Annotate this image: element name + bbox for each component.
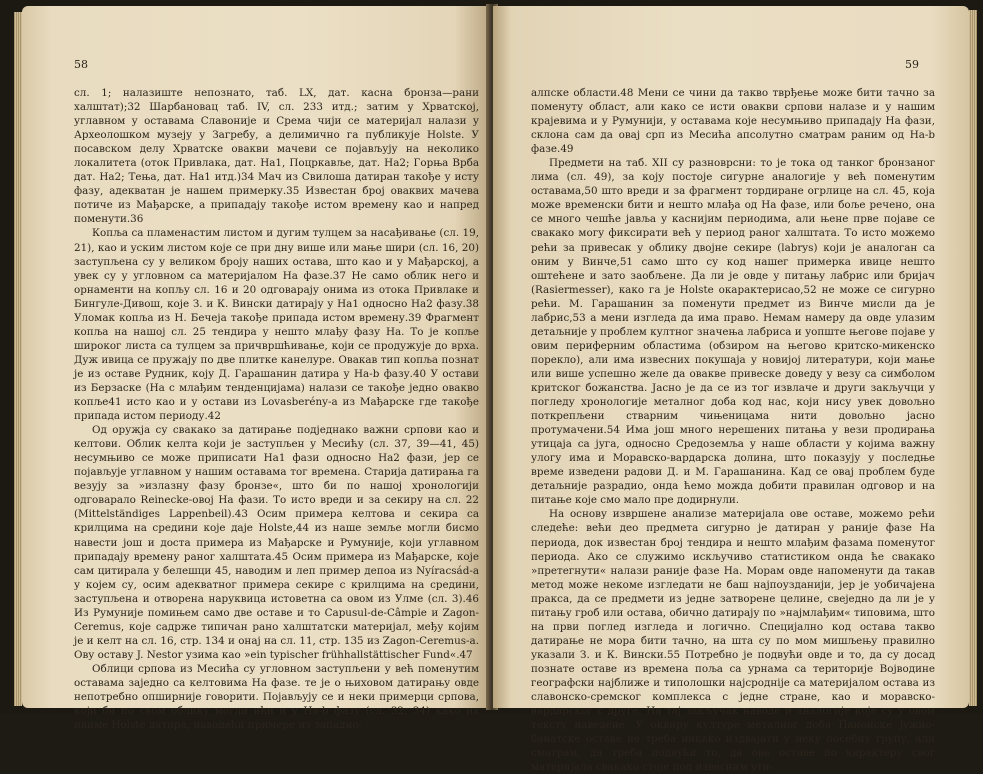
right-page-text — [531, 86, 935, 774]
right-page-number: 59 — [905, 58, 919, 71]
right-paragraph-1: алпске области.48 Мени се чини да такво тврђење може бити тачно за поменуту област, али како се исти овакви српови налазе и у нашим крајевима и у Румунији, у оставама које несумњиво припадају На фази, склона сам да овај срп из Месића апсолутно сматрам раним од Ha-b фазе.49 — [531, 87, 935, 156]
right-page-edges — [969, 10, 977, 706]
left-paragraph-3: Од оружја су свакако за датирање подједнако важни српови као и келтови. Облик келта који је заступљен у Месићу (сл. 37, 39—41, 45) несумњиво се може приписати Ha1 фази односно Ha2 фази, јер се појављује углавном у нашим оставама тог времена. Старија датирања га везују за »излазну фазу бронзе«, што би по нашој хронологији одговарало Reinecke-овој На фази. То исто вреди и за секиру на сл. 22 (Mittelständiges Lappenbeil).43 Осим примера келтова и секира са крилцима на средини које даје Holste,44 из наше земље могли бисмо навести још и доста примера из Мађарске и Румуније, који углавном припадају времену раног халштата.45 Осим примера из Мађарске, које сам цитирала у белешци 45, наводим и леп пример депоа из Nyíracsád-а у којем су, осим адекватног примера секире с крилцима на средини, заступљена и отворена наруквица истоветна са овом из Улме (сл. 3).46 Из Румуније помињем само две оставе и то Capusul-de-Câmpie и Zagon-Ceremus, које садрже типичан рано халштатски материјал, међу којим је и келт на сл. 16, стр. 134 и онај на сл. 11, стр. 135 из Zagon-Ceremus-а. Ову оставу J. Nestor узима као »ein typischer frühhallstättischer Fund«.47 — [74, 424, 479, 661]
right-paragraph-3: На основу извршене анализе материјала ове оставе, можемо рећи следеће: већи део предмета сигурно је датиран у раније фазе На периода, док известан број тендира и нешто млађим фазама поменутог периода. Ако се служимо искључиво статистиком онда ће свакако »претегнути« налази раније фазе На. Морам овде напоменути да такав метод може некоме изгледати не баш најпоузданији, јер је уобичајена пракса, да се предмети из једне затворене целине, свеједно да ли је у питању гроб или остава, обично датирају по »најмлађим« типовима, што на први поглед изгледа и логично. Специјално код остава такво датирање не мора бити тачно, на шта су по мом мишљењу правилно указали З. и К. Вински.55 Потребно је подвући овде и то, да су досад познате оставе из времена поља са урнама са територије Војводине географски најближе и типолошки најсроднije са материјалом остава из славонско-сремског комплекса с једне стране, као и моравско-вардарског с друге. На тај закључак наводе и аналогије које су у овом тексту наведене. У оквиру културе металног доба Панонске јужно-банатске оставе не треба никако издвајати у неку посебну групу, али сматрам, да треба подвући то, да ове оставе по карактеру свог материјала свакако стоје под извесним ути- — [531, 508, 935, 774]
left-paragraph-4: Облици српова из Месића су угловном заступљени у већ поменутим оставама заједно са келтовима На фазе. те је о њиховом датирању овде непотребно опширније говорити. Појављују се и неки примерци српова, који би по свом облику могли ићи и у Ha-b фазу (сл. 32, 34) како их наиме Holste датира, наводећи примере из западно- — [74, 662, 479, 732]
left-page-edges — [14, 12, 22, 706]
left-paragraph-1: сл. 1; налазиште непознато, таб. LX, дат. касна бронза—рани халштат);32 Шарбановац таб. IV, сл. 233 итд.; затим у Хрватској, углавном у оставама Славоније и Срема чији се материјал налази у Археолошком музеју у Загребу, а делимично га публикује Holste. У посавском делу Хрватске овакви мачеви се појављују на неколико локалитета (оток Привлака, дат. Ha1, Поцркавље, дат. Ha2; Горња Врба дат. Ha2; Тења, дат. Ha1 итд.)34 Мач из Свилоша датиран такође у исту фазу, адекватан је нашем примерку.35 Известан број оваквих мачева потиче из Мађарске, а припадају такође истом времену као и напред поменути.36 — [74, 87, 479, 226]
left-page — [22, 6, 492, 732]
left-paragraph-2: Копља са пламенастим листом и дугим тулцем за насађивање (сл. 19, 21), као и уским листом које се при дну више или мање шири (сл. 16, 20) заступљена су у великом броју наших остава, што као и у Мађарској, а увек су у угловном са материјалом На фазе.37 Не само облик него и орнаменти на копљу сл. 16 и 20 одговарају онима из отока Привлаке и Бингуле-Дивош, које З. и К. Вински датирају у Ha1 односно Ha2 фазу.38 Уломак копља из Н. Бечеја такође припада истом времену.39 Фрагмент копља на нашој сл. 25 тендира у нешто млађу фазу На. То је копље широког листа са тулцем за причвршћивање, који се продужује до врха. Дуж ивица се пружају по две плитке канелуре. Овакав тип копља познат је из оставе Рудник, коју Д. Гарашанин датира у Ha-b фазу.40 У остави из Берзаске (На с млађим тенденцијама) налази се такође једно овакво копље41 исто као и у остави из Lovasberény-а из Мађарске где такође припада истом периоду.42 — [74, 227, 479, 423]
right-page — [493, 6, 969, 774]
left-page-number: 58 — [74, 58, 88, 71]
right-paragraph-2: Предмети на таб. XII су разноврсни: то је тока од танког бронзаног лима (сл. 49), за коју постоје сигурне аналогије у већ поменутим оставама,50 што вреди и за фрагмент тордиране огрлице на сл. 45, која може временски бити и нешто млађа од На фазе, или боље речено, она се много чешће јавља у каснијим периодима, али њене прве појаве се свакако могу фиксирати већ у период раног халштата. То исто можемо рећи за привесак у облику двојне секире (labrys) који је аналоган са оним у Винче,51 само што су код нашег примерка ивице нешто оштећене и зато заобљене. Да ли је овде у питању лабрис или бријач (Rasiermesser), како га је Holste окарактерисао,52 не може се сигурно рећи. М. Гарашанин за поменути предмет из Винче мисли да је лабрис,53 а мени изгледа да има право. Немам намеру да овде улазим детаљније у проблем култног значења лабриса и уопште његове појаве у овим периферним областима (обзиром на његово критско-микенско порекло), али има извесних покушаја у новијој литератури, који мање или више успешно желе да овакве привеске доведу у везу са симболом критског божанства. Јасно је да се из тог извлаче и други закључци у погледу хронологије металног доба код нас, који нису увек довољно поткрепљени стварним чињеницама нити довољно јасно протумачени.54 Има још много нерешених питања у вези продирања утицаја са југа, односно Средоземља у наше области у којима важну улогу има и Моравско-вардарска долина, што показују у последње време изведени радови Д. и М. Гарашанина. Кад се овај проблем буде детаљније разрадио, онда ћемо можда добити правилан одговор и на питање које смо мало пре додирнули. — [531, 157, 935, 507]
left-page-text — [74, 86, 479, 732]
